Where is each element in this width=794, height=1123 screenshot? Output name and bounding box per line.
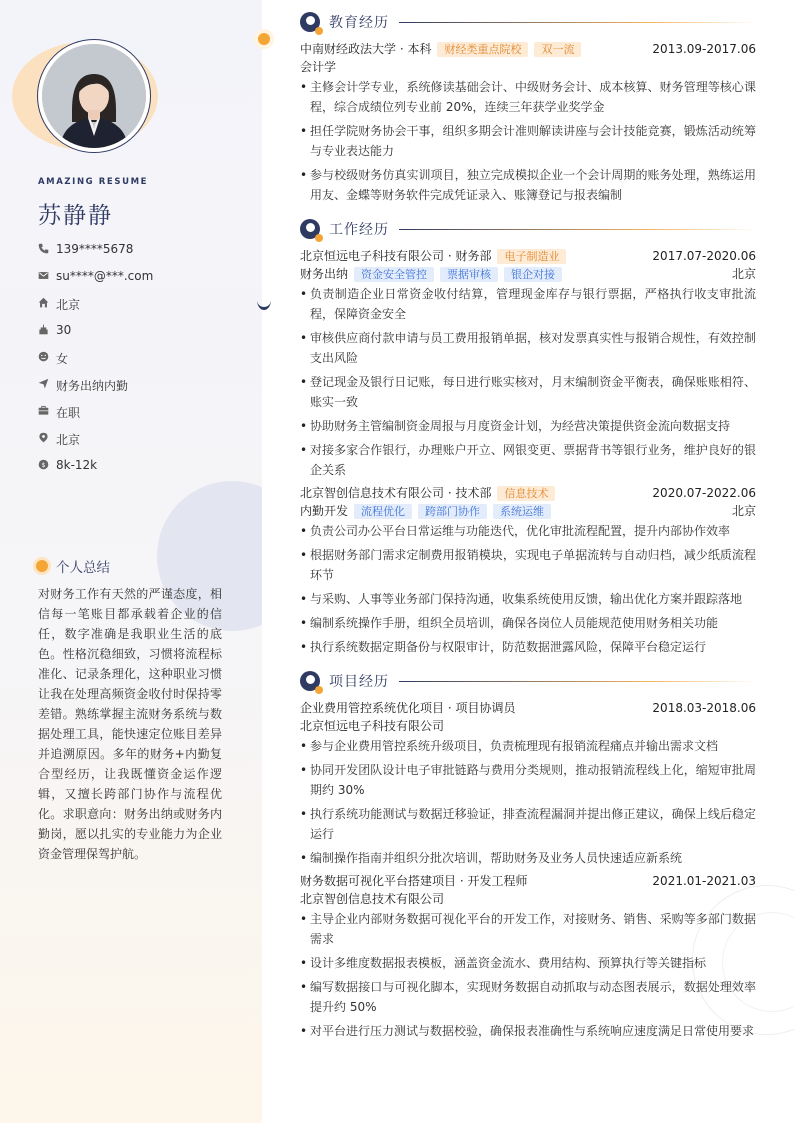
list-item: • 根据财务部门需求定制费用报销模块，实现电子单据流转与自动归档，减少纸质流程环节 [300,545,756,585]
info-job-target [38,377,153,404]
job-role: 财务出纳 [300,267,349,281]
company-name: 北京智创信息技术有限公司 · 技术部 [300,486,492,500]
list-item: • 参与校级财务仿真实训项目，独立完成模拟企业一个会计周期的账务处理，熟练运用用友、金蝶等财务软件完成凭证录入、账簿登记与报表编制 [300,165,756,205]
work-dates: 2020.07-2022.06 [652,486,756,500]
section-icon [300,219,320,239]
project-entry [300,699,756,868]
project-company: 北京智创信息技术有限公司 [300,892,445,906]
info-text: 北京 [56,433,81,447]
work-dates: 2017.07-2020.06 [652,249,756,263]
work-section [300,217,756,657]
work-city: 北京 [731,504,756,518]
cake-icon [38,323,56,335]
project-company-row [300,890,756,908]
section-header [300,10,756,34]
role-row [300,265,756,283]
project-row [300,872,756,890]
section-divider [399,22,756,23]
summary-text: 对财务工作有天然的严谨态度，相信每一笔账目都承载着企业的信任，数字准确是我职业生活的底色。性格沉稳细致，习惯将流程标准化、记录条理化，这种职业习惯让我在处理高频资金收付时保持零差错。熟练掌握主流财务系统与数据处理工具，能快速定位账目差异并追溯原因。多年的财务+内勤复合型经历，让我既懂资金运作逻辑，又擅长跨部门协作与流程优化。求职意向：财务出纳或财务内勤岗，愿以扎实的专业能力为企业资金管理保驾护航。 [38,587,222,861]
summary-heading [36,556,110,576]
avatar [42,44,146,148]
major: 会计学 [300,60,337,74]
section-divider [399,681,756,682]
education-bullets [300,77,756,205]
info-salary [38,458,153,485]
education-dates: 2013.09-2017.06 [652,42,756,56]
svg-text:$: $ [41,461,46,469]
company-name: 北京恒远电子科技有限公司 · 财务部 [300,249,492,263]
industry-tag: 电子制造业 [497,249,566,264]
project-dates: 2018.03-2018.06 [652,701,756,715]
project-name: 企业费用管控系统优化项目 · 项目协调员 [300,701,516,715]
list-item: • 主导企业内部财务数据可视化平台的开发工作，对接财务、销售、采购等多部门数据需求 [300,909,756,949]
info-text: 在职 [56,406,81,420]
info-location [38,431,153,458]
company-row [300,247,756,265]
info-text: 女 [56,352,69,366]
info-email [38,269,153,296]
info-phone [38,242,153,269]
list-item: • 设计多维度数据报表模板，涵盖资金流水、费用结构、预算执行等关键指标 [300,953,756,973]
work-city: 北京 [731,267,756,281]
skill-tag: 系统运维 [493,504,551,519]
list-item: • 担任学院财务协会干事，组织多期会计准则解读讲座与会计技能竞赛，锻炼活动统筹与专业表达能力 [300,121,756,161]
sidebar [0,0,262,1123]
list-item: • 执行系统功能测试与数据迁移验证，排查流程漏洞并提出修正建议，确保上线后稳定运行 [300,804,756,844]
project-row [300,699,756,717]
major-row [300,58,756,76]
section-title: 工作经历 [329,222,389,238]
avatar-portrait-icon [42,44,146,148]
send-icon [38,377,56,389]
info-text: 北京 [56,298,81,312]
school-tag: 财经类重点院校 [437,42,528,57]
candidate-name: 苏静静 [38,203,113,229]
list-item: • 编制系统操作手册，组织全员培训，确保各岗位人员能规范使用财务相关功能 [300,613,756,633]
work-entry [300,484,756,657]
bullet-dot-icon [36,560,48,572]
mail-icon [38,269,56,281]
info-text: 8k-12k [56,458,98,472]
project-entry [300,872,756,1041]
money-icon [38,458,56,470]
decorative-arc [257,290,271,310]
skill-tag: 跨部门协作 [418,504,487,519]
phone-icon [38,242,56,254]
home-icon [38,296,56,308]
list-item: • 协同开发团队设计电子审批链路与费用分类规则，推动报销流程线上化，缩短审批周期约 30% [300,760,756,800]
education-section [300,10,756,205]
section-header [300,217,756,241]
list-item: • 审核供应商付款申请与员工费用报销单据，核对发票真实性与报销合规性，有效控制支出风险 [300,328,756,368]
projects-section [300,669,756,1041]
work-bullets [300,521,756,657]
info-text: 139****5678 [56,242,134,256]
section-icon [300,12,320,32]
summary-title: 个人总结 [56,560,110,576]
info-home [38,296,153,323]
industry-tag: 信息技术 [497,486,555,501]
section-title: 教育经历 [329,15,389,31]
list-item: • 负责制造企业日常资金收付结算，管理现金库存与银行票据，严格执行收支审批流程，保障资金安全 [300,284,756,324]
skill-tag: 银企对接 [504,267,562,282]
info-gender [38,350,153,377]
briefcase-icon [38,404,56,416]
list-item: • 对平台进行压力测试与数据校验，确保报表准确性与系统响应速度满足日常使用要求 [300,1021,756,1041]
skill-tag: 票据审核 [440,267,498,282]
list-item: • 与采购、人事等业务部门保持沟通，收集系统使用反馈，输出优化方案并跟踪落地 [300,589,756,609]
info-status [38,404,153,431]
school-name: 中南财经政法大学 · 本科 [300,42,432,56]
face-icon [38,350,56,362]
job-role: 内勤开发 [300,504,349,518]
list-item: • 编制操作指南并组织分批次培训，帮助财务及业务人员快速适应新系统 [300,848,756,868]
work-bullets [300,284,756,480]
project-company-row [300,717,756,735]
school-tag: 双一流 [534,42,581,57]
project-bullets [300,736,756,868]
list-item: • 对接多家合作银行，办理账户开立、网银变更、票据背书等银行业务，维护良好的银企关系 [300,440,756,480]
project-company: 北京恒远电子科技有限公司 [300,719,445,733]
company-row [300,484,756,502]
info-text: 财务出纳内勤 [56,379,129,393]
project-bullets [300,909,756,1041]
project-name: 财务数据可视化平台搭建项目 · 开发工程师 [300,874,528,888]
info-text: 30 [56,323,72,337]
contact-info-list [38,242,153,485]
work-entry [300,247,756,480]
role-row [300,502,756,520]
list-item: • 编写数据接口与可视化脚本，实现财务数据自动抓取与动态图表展示，数据处理效率提升约 50% [300,977,756,1017]
project-dates: 2021.01-2021.03 [652,874,756,888]
section-icon [300,671,320,691]
info-age [38,323,153,350]
resume-eyebrow: AMAZING RESUME [38,177,149,187]
list-item: • 主修会计学专业，系统修读基础会计、中级财务会计、成本核算、财务管理等核心课程，综合成绩位列专业前 20%，连续三年获学业奖学金 [300,77,756,117]
list-item: • 登记现金及银行日记账，每日进行账实核对，月末编制资金平衡表，确保账账相符、账实一致 [300,372,756,412]
list-item: • 参与企业费用管控系统升级项目，负责梳理现有报销流程痛点并输出需求文档 [300,736,756,756]
info-text: su****@***.com [56,269,154,283]
decorative-dot [254,29,274,49]
section-title: 项目经历 [329,674,389,690]
location-pin-icon [38,431,56,443]
section-divider [399,229,756,230]
avatar-frame [37,39,151,153]
list-item: • 负责公司办公平台日常运维与功能迭代，优化审批流程配置，提升内部协作效率 [300,521,756,541]
education-row [300,40,756,58]
main-content [300,10,756,1053]
skill-tag: 流程优化 [354,504,412,519]
list-item: • 协助财务主管编制资金周报与月度资金计划，为经营决策提供资金流向数据支持 [300,416,756,436]
skill-tag: 资金安全管控 [354,267,434,282]
list-item: • 执行系统数据定期备份与权限审计，防范数据泄露风险，保障平台稳定运行 [300,637,756,657]
section-header [300,669,756,693]
